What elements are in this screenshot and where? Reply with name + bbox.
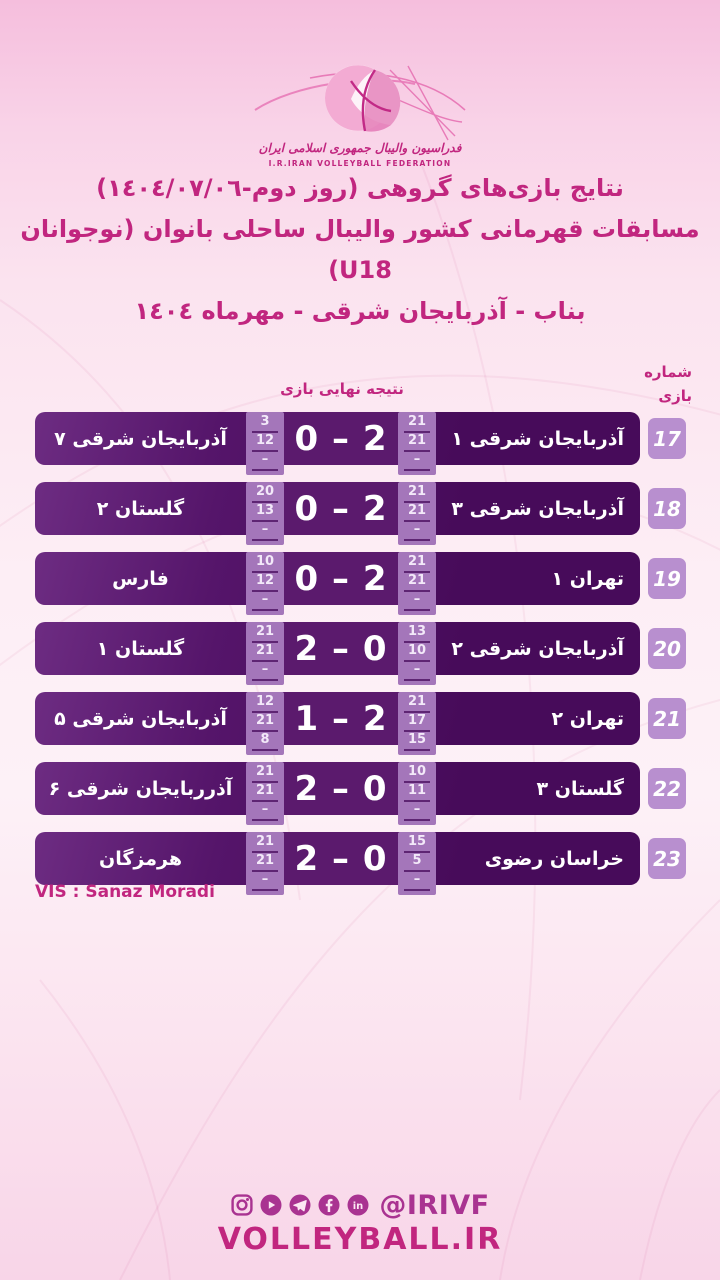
left-team-name: آذربایجان شرقی ٧ — [54, 427, 227, 450]
right-team-set-scores — [398, 762, 436, 825]
set-score: 21 — [252, 764, 278, 783]
left-team-set-scores — [246, 832, 284, 895]
set-score: – — [252, 872, 278, 891]
federation-name-fa: فدراسیون والیبال جمهوری اسلامی ایران — [258, 141, 462, 155]
social-handle[interactable]: @IRIVF — [379, 1189, 490, 1221]
left-team-set-scores — [246, 482, 284, 545]
left-team-name: فارس — [112, 567, 169, 590]
final-score: 2 – 0 — [284, 832, 398, 885]
set-score: 15 — [404, 834, 430, 853]
set-score: – — [404, 592, 430, 611]
svg-text:in: in — [353, 1201, 364, 1212]
set-score: – — [252, 522, 278, 541]
match-row-pill — [35, 692, 640, 745]
match-row — [0, 412, 720, 476]
set-score: – — [252, 452, 278, 471]
right-team-name: آذربایجان شرقی ٢ — [451, 637, 624, 660]
match-row — [0, 692, 720, 756]
website-url[interactable]: VOLLEYBALL.IR — [217, 1222, 503, 1257]
final-score: 2 – 0 — [284, 622, 398, 675]
right-team-set-scores — [398, 622, 436, 685]
game-number-badge: 19 — [648, 558, 686, 599]
telegram-icon[interactable] — [288, 1193, 312, 1217]
game-number-badge: 23 — [648, 838, 686, 879]
set-score: 21 — [404, 503, 430, 522]
right-team-name: تهران ١ — [551, 567, 624, 590]
left-team-name: آذرربایجان شرقی ۶ — [48, 777, 233, 800]
left-team-name: هرمزگان — [99, 847, 182, 870]
set-score: 12 — [252, 573, 278, 592]
match-row-pill — [35, 412, 640, 465]
game-number-badge: 18 — [648, 488, 686, 529]
left-team-set-scores — [246, 622, 284, 685]
set-score: 13 — [252, 503, 278, 522]
set-score: 10 — [252, 554, 278, 573]
set-score: 21 — [404, 433, 430, 452]
youtube-icon[interactable] — [259, 1193, 283, 1217]
match-row — [0, 762, 720, 826]
set-score: 11 — [404, 783, 430, 802]
federation-name-en: I.R.IRAN VOLLEYBALL FEDERATION — [268, 159, 452, 168]
vis-credit: VIS : Sanaz Moradi — [35, 882, 215, 902]
right-team-set-scores — [398, 832, 436, 895]
set-score: – — [404, 522, 430, 541]
set-score: – — [404, 452, 430, 471]
set-score: 8 — [252, 732, 278, 751]
set-score: 12 — [252, 433, 278, 452]
game-number-badge: 22 — [648, 768, 686, 809]
title-line-2: مسابقات قهرمانی کشور والیبال ساحلی بانوان (نوجوانان U18) — [20, 215, 700, 284]
left-team-set-scores — [246, 762, 284, 825]
set-score: 21 — [252, 643, 278, 662]
set-score: 21 — [252, 834, 278, 853]
final-score: 1 – 2 — [284, 692, 398, 745]
instagram-icon[interactable] — [230, 1193, 254, 1217]
social-line — [0, 1190, 720, 1220]
match-row-pill — [35, 622, 640, 675]
set-score: 21 — [404, 554, 430, 573]
right-team-set-scores — [398, 552, 436, 615]
left-team-name: آذربایجان شرقی ۵ — [54, 707, 227, 730]
final-score: 2 – 0 — [284, 762, 398, 815]
set-score: 21 — [404, 694, 430, 713]
set-score: – — [404, 662, 430, 681]
set-score: 3 — [252, 414, 278, 433]
right-team-set-scores — [398, 692, 436, 755]
right-team-name: خراسان رضوی — [484, 847, 624, 870]
footer — [0, 1190, 720, 1257]
left-team-name: گلستان ٢ — [96, 497, 185, 520]
set-score: 21 — [404, 484, 430, 503]
game-number-badge: 20 — [648, 628, 686, 669]
set-score: – — [252, 662, 278, 681]
set-score: – — [404, 802, 430, 821]
title-line-1: نتایج بازی‌های گروهی (روز دوم-١٤٠٤/٠٧/٠٦) — [96, 174, 624, 202]
set-score: 12 — [252, 694, 278, 713]
set-score: – — [252, 592, 278, 611]
linkedin-icon[interactable] — [346, 1193, 370, 1217]
match-row — [0, 622, 720, 686]
set-score: 10 — [404, 643, 430, 662]
set-score: 20 — [252, 484, 278, 503]
set-score: 10 — [404, 764, 430, 783]
left-team-set-scores — [246, 552, 284, 615]
right-team-name: تهران ٢ — [551, 707, 624, 730]
facebook-icon[interactable] — [317, 1193, 341, 1217]
game-number-badge: 17 — [648, 418, 686, 459]
game-number-badge: 21 — [648, 698, 686, 739]
match-row — [0, 552, 720, 616]
set-score: 21 — [252, 713, 278, 732]
title-line-3: بناب - آذربایجان شرقی - مهرماه ١٤٠٤ — [134, 297, 586, 325]
set-score: 5 — [404, 853, 430, 872]
set-score: – — [252, 802, 278, 821]
match-row-pill — [35, 762, 640, 815]
right-team-name: گلستان ٣ — [536, 777, 624, 800]
set-score: 13 — [404, 624, 430, 643]
game-number-header-line2: بازی — [658, 387, 692, 405]
set-score: 21 — [252, 783, 278, 802]
set-score: 21 — [404, 573, 430, 592]
right-team-set-scores — [398, 412, 436, 475]
set-score: 21 — [404, 414, 430, 433]
set-score: 15 — [404, 732, 430, 751]
left-team-name: گلستان ١ — [96, 637, 185, 660]
right-team-name: آذربایجان شرقی ٣ — [451, 497, 624, 520]
right-team-name: آذربایجان شرقی ١ — [451, 427, 624, 450]
match-row-pill — [35, 482, 640, 535]
final-score: 0 – 2 — [284, 552, 398, 605]
set-score: 21 — [252, 624, 278, 643]
final-result-column-header: نتیجه نهایی بازی — [280, 380, 404, 398]
left-team-set-scores — [246, 412, 284, 475]
set-score: – — [404, 872, 430, 891]
match-row — [0, 482, 720, 546]
match-row-pill — [35, 832, 640, 885]
game-number-header-line1: شماره — [644, 363, 692, 381]
final-score: 0 – 2 — [284, 482, 398, 535]
match-row-pill — [35, 552, 640, 605]
final-score: 0 – 2 — [284, 412, 398, 465]
left-team-set-scores — [246, 692, 284, 755]
set-score: 21 — [252, 853, 278, 872]
set-score: 17 — [404, 713, 430, 732]
right-team-set-scores — [398, 482, 436, 545]
